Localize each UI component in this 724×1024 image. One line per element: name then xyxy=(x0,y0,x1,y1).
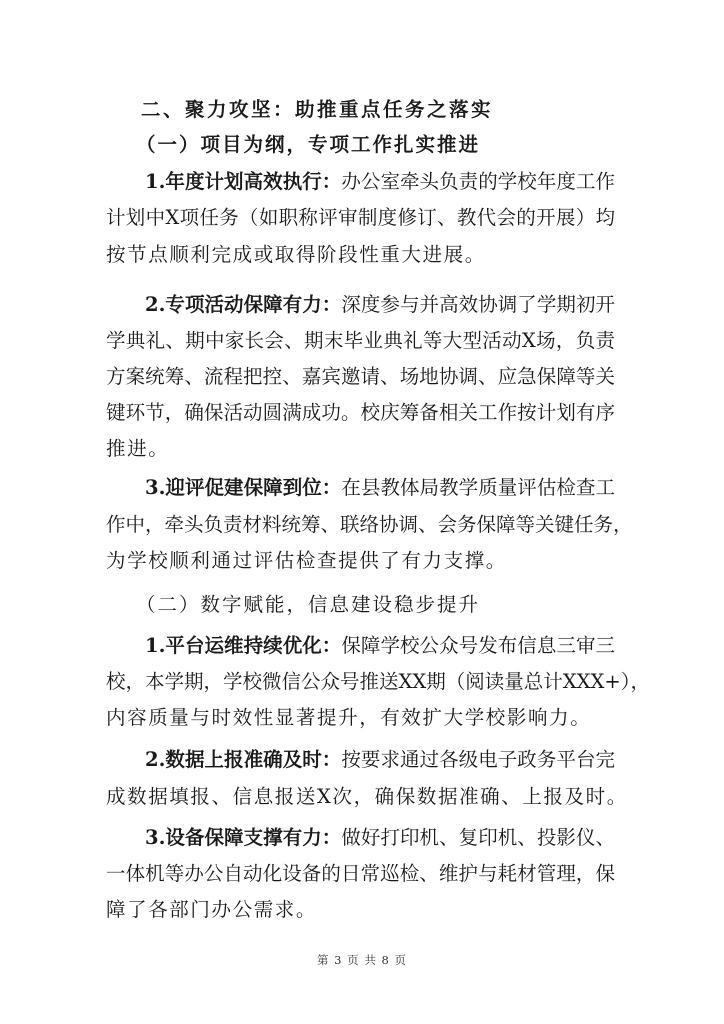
paragraph-line: 推进。 xyxy=(106,437,170,460)
paragraph-line: 为学校顺利通过评估检查提供了有力支撑。 xyxy=(106,549,507,572)
paragraph-line: 按节点顺利完成或取得阶段性重大进展。 xyxy=(106,243,486,266)
item-text: 保障学校公众号发布信息三审三 xyxy=(341,634,615,657)
paragraph-line: 学典礼、期中家长会、期末毕业典礼等大型活动X场，负责 xyxy=(106,329,615,352)
paragraph-line: 成数据填报、信息报送X次，确保数据准确、上报及时。 xyxy=(106,785,628,808)
paragraph-line xyxy=(145,634,615,658)
subsection-heading-1: （一）项目为纲，专项工作扎实推进 xyxy=(136,133,481,156)
paragraph-line: 计划中X项任务（如职称评审制度修订、教代会的开展）均 xyxy=(106,206,615,229)
subsection-heading-2: （二）数字赋能，信息建设稳步提升 xyxy=(136,593,481,616)
item-lead: 2.数据上报准确及时： xyxy=(145,748,342,771)
item-text: 在县教体局教学质量评估检查工 xyxy=(341,476,615,499)
paragraph-line: 方案统筹、流程把控、嘉宾邀请、场地协调、应急保障等关 xyxy=(106,365,615,388)
paragraph-line xyxy=(145,826,615,850)
paragraph-line: 作中，牵头负责材料统筹、联络协调、会务保障等关键任务， xyxy=(106,513,633,536)
section-heading: 二、聚力攻坚：助推重点任务之落实 xyxy=(141,98,494,121)
item-lead: 3.设备保障支撑有力： xyxy=(145,826,342,849)
item-text: 深度参与并高效协调了学期初开 xyxy=(341,293,615,316)
paragraph-line: 内容质量与时效性显著提升，有效扩大学校影响力。 xyxy=(106,706,592,729)
paragraph-line: 一体机等办公自动化设备的日常巡检、维护与耗材管理，保 xyxy=(106,862,615,885)
paragraph-line: 障了各部门办公需求。 xyxy=(106,898,318,921)
item-lead: 3.迎评促建保障到位： xyxy=(145,476,342,499)
paragraph-line xyxy=(145,170,615,194)
paragraph-line xyxy=(145,476,615,500)
item-lead: 1.年度计划高效执行： xyxy=(145,170,342,193)
item-text: 办公室牵头负责的学校年度工作 xyxy=(341,170,615,193)
item-text: 做好打印机、复印机、投影仪、 xyxy=(341,826,615,849)
paragraph-line xyxy=(145,748,615,772)
item-lead: 2.专项活动保障有力： xyxy=(145,293,342,316)
paragraph-line xyxy=(145,293,615,317)
page-footer: 第 3 页 共 8 页 xyxy=(317,953,407,967)
paragraph-line: 键环节，确保活动圆满成功。校庆筹备相关工作按计划有序 xyxy=(106,401,615,424)
paragraph-line: 校，本学期，学校微信公众号推送XX期（阅读量总计XXX+）， xyxy=(106,670,651,693)
item-lead: 1.平台运维持续优化： xyxy=(145,634,342,657)
item-text: 按要求通过各级电子政务平台完 xyxy=(341,748,615,771)
